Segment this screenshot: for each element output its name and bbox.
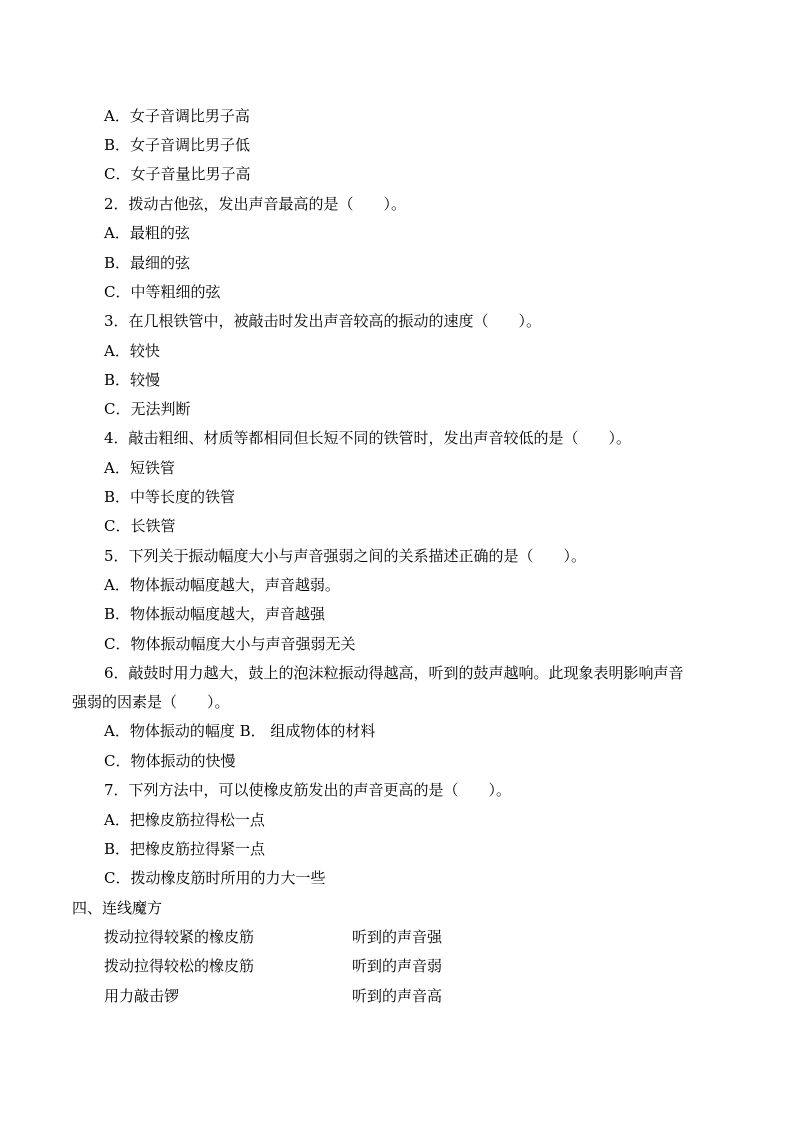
q2-option-a: A．最粗的弦	[104, 224, 190, 242]
q4-option-c: C．长铁管	[104, 517, 176, 535]
q2-option-c: C．中等粗细的弦	[104, 283, 221, 301]
q5-option-a: A．物体振动幅度越大，声音越弱。	[104, 576, 340, 594]
q5-text: 5．下列关于振动幅度大小与声音强弱之间的关系描述正确的是（ ）。	[104, 547, 587, 565]
q1-option-a: A．女子音调比男子高	[104, 107, 250, 125]
q6-text-line2: 强弱的因素是（ ）。	[72, 693, 230, 711]
q4-text: 4．敲击粗细、材质等都相同但长短不同的铁管时，发出声音较低的是（ ）。	[104, 429, 632, 447]
q1-option-b: B．女子音调比男子低	[104, 136, 251, 154]
match-right-item: 听到的声音弱	[352, 957, 443, 975]
q3-option-c: C．无法判断	[104, 400, 191, 418]
match-right-item: 听到的声音强	[352, 928, 443, 946]
q4-option-b: B．中等长度的铁管	[104, 488, 236, 506]
q6-text-line1: 6．敲鼓时用力越大，鼓上的泡沫粒振动得越高，听到的鼓声越响。此现象表明影响声音	[104, 664, 684, 682]
q4-option-a: A．短铁管	[104, 459, 175, 477]
q7-option-b: B．把橡皮筋拉得紧一点	[104, 840, 266, 858]
q7-text: 7．下列方法中，可以使橡皮筋发出的声音更高的是（ ）。	[104, 781, 512, 799]
section-4-title: 四、连线魔方	[72, 899, 163, 917]
q3-option-b: B．较慢	[104, 371, 161, 389]
q2-option-b: B．最细的弦	[104, 254, 191, 272]
q5-option-c: C．物体振动幅度大小与声音强弱无关	[104, 635, 356, 653]
q3-text: 3．在几根铁管中，被敲击时发出声音较高的振动的速度（ ）。	[104, 312, 542, 330]
q1-option-c: C．女子音量比男子高	[104, 165, 251, 183]
match-left-item: 拨动拉得较紧的橡皮筋	[104, 928, 255, 946]
q3-option-a: A．较快	[104, 342, 160, 360]
q2-text: 2．拨动古他弦，发出声音最高的是（ ）。	[104, 195, 407, 213]
match-left-item: 用力敲击锣	[104, 987, 180, 1005]
match-left-item: 拨动拉得较松的橡皮筋	[104, 957, 255, 975]
q5-option-b: B．物体振动幅度越大，声音越强	[104, 605, 326, 623]
q6-option-a-b: A．物体振动的幅度 B． 组成物体的材料	[104, 722, 376, 740]
q6-option-c: C．物体振动的快慢	[104, 752, 236, 770]
match-right-item: 听到的声音高	[352, 987, 443, 1005]
q7-option-a: A．把橡皮筋拉得松一点	[104, 811, 265, 829]
q7-option-c: C．拨动橡皮筋时所用的力大一些	[104, 869, 326, 887]
